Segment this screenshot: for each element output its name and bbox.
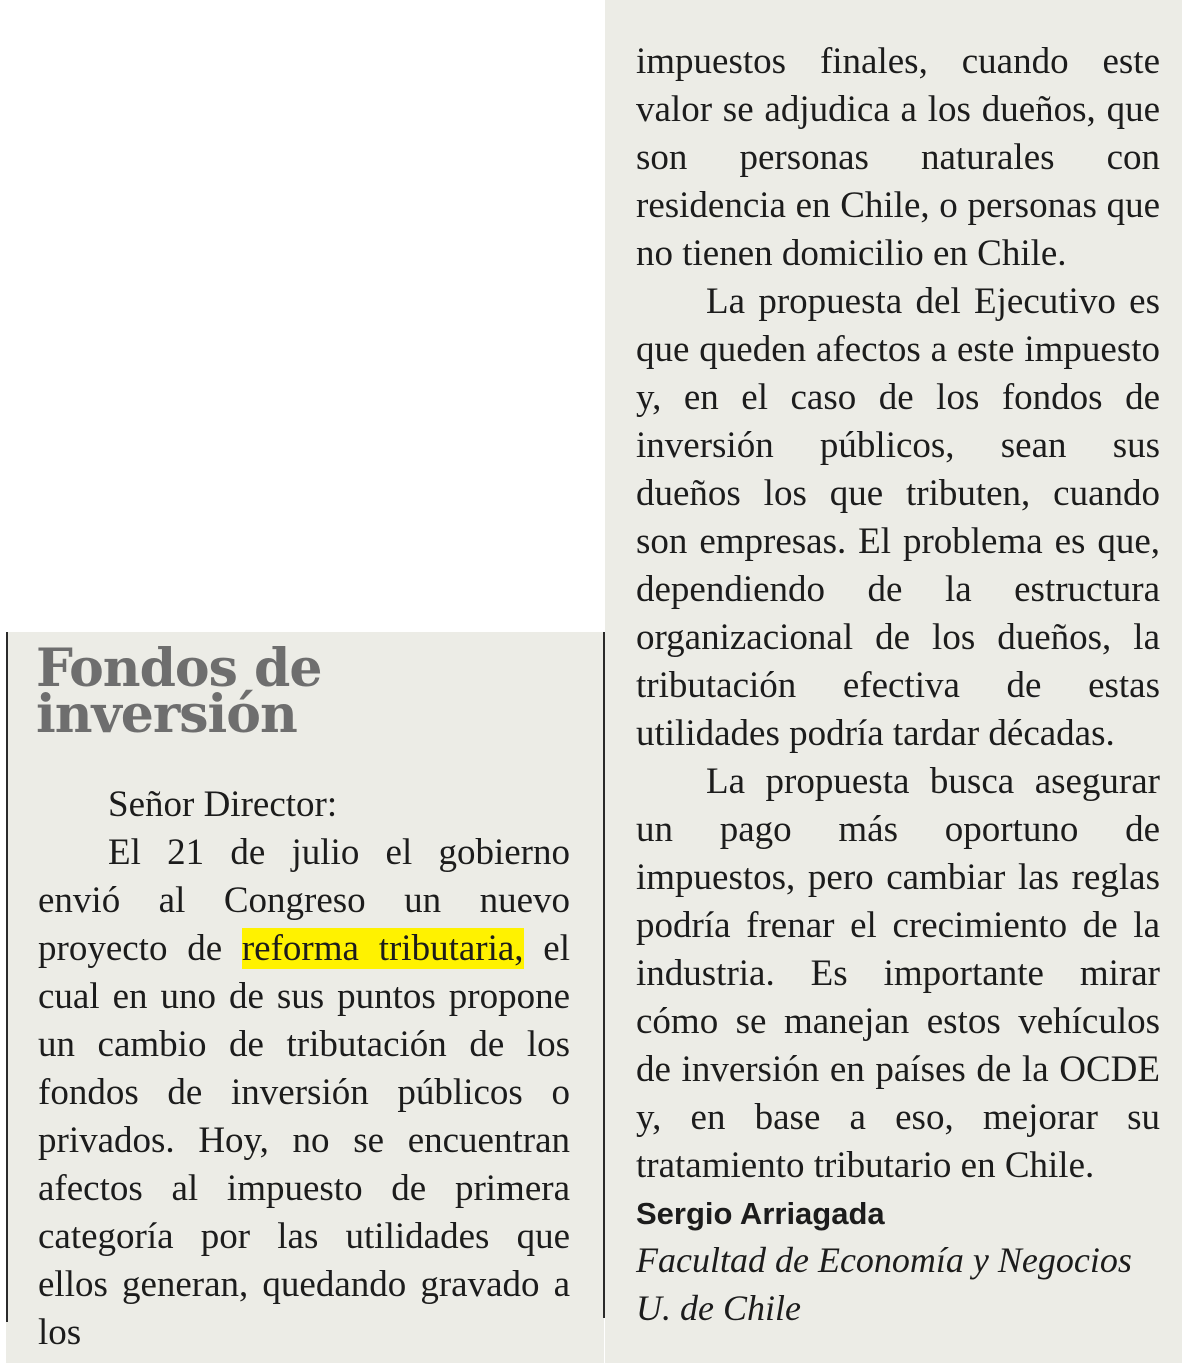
paragraph-1-start: El 21 de julio el gobierno envió al Congreso un nuevo proyecto de (38, 832, 570, 969)
left-column-rule (6, 632, 8, 1322)
author-affiliation-2: U. de Chile (636, 1288, 801, 1328)
author-name: Sergio Arriagada (636, 1196, 885, 1231)
paragraph-3: La propuesta busca asegurar un pago más oportuno de impuestos, pero cambiar las reglas podría frenar el crecimiento de la industria. Es importante mirar cómo se manejan estos vehículos de inversión en países de la OCDE y, en base a eso, mejorar su tratamiento tributario en Chile. (636, 761, 1160, 1186)
paragraph-1 (38, 829, 570, 1357)
author-affiliation: Facultad de Economía y Negocios (636, 1240, 1132, 1280)
signature-block (636, 1192, 1166, 1332)
paragraph-1-end: el cual en uno de sus puntos propone un cambio de tributación de los fondos de inversión públicos o privados. Hoy, no se encuentran afectos al impuesto de primera categoría por las utilidades que ellos generan, quedando gravado a los (38, 928, 570, 1353)
right-column-text (636, 38, 1160, 1190)
salutation: Señor Director: (108, 784, 338, 825)
left-column-text (38, 781, 570, 1357)
paragraph-2: La propuesta del Ejecutivo es que queden afectos a este impuesto y, en el caso de los fondos de inversión públicos, sean sus dueños los que tributen, cuando son empresas. El problema es que, dependiendo de la estructura organizacional de los dueños, la tributación efectiva de estas utilidades podría tardar décadas. (636, 281, 1160, 754)
highlighted-phrase: reforma tributaria, (241, 928, 524, 969)
article-headline: Fondos de inversión (36, 638, 322, 745)
paragraph-1-continued: impuestos finales, cuando este valor se adjudica a los dueños, que son personas naturales con residencia en Chile, o personas que no tienen domicilio en Chile. (636, 41, 1160, 274)
column-divider (603, 632, 605, 1318)
